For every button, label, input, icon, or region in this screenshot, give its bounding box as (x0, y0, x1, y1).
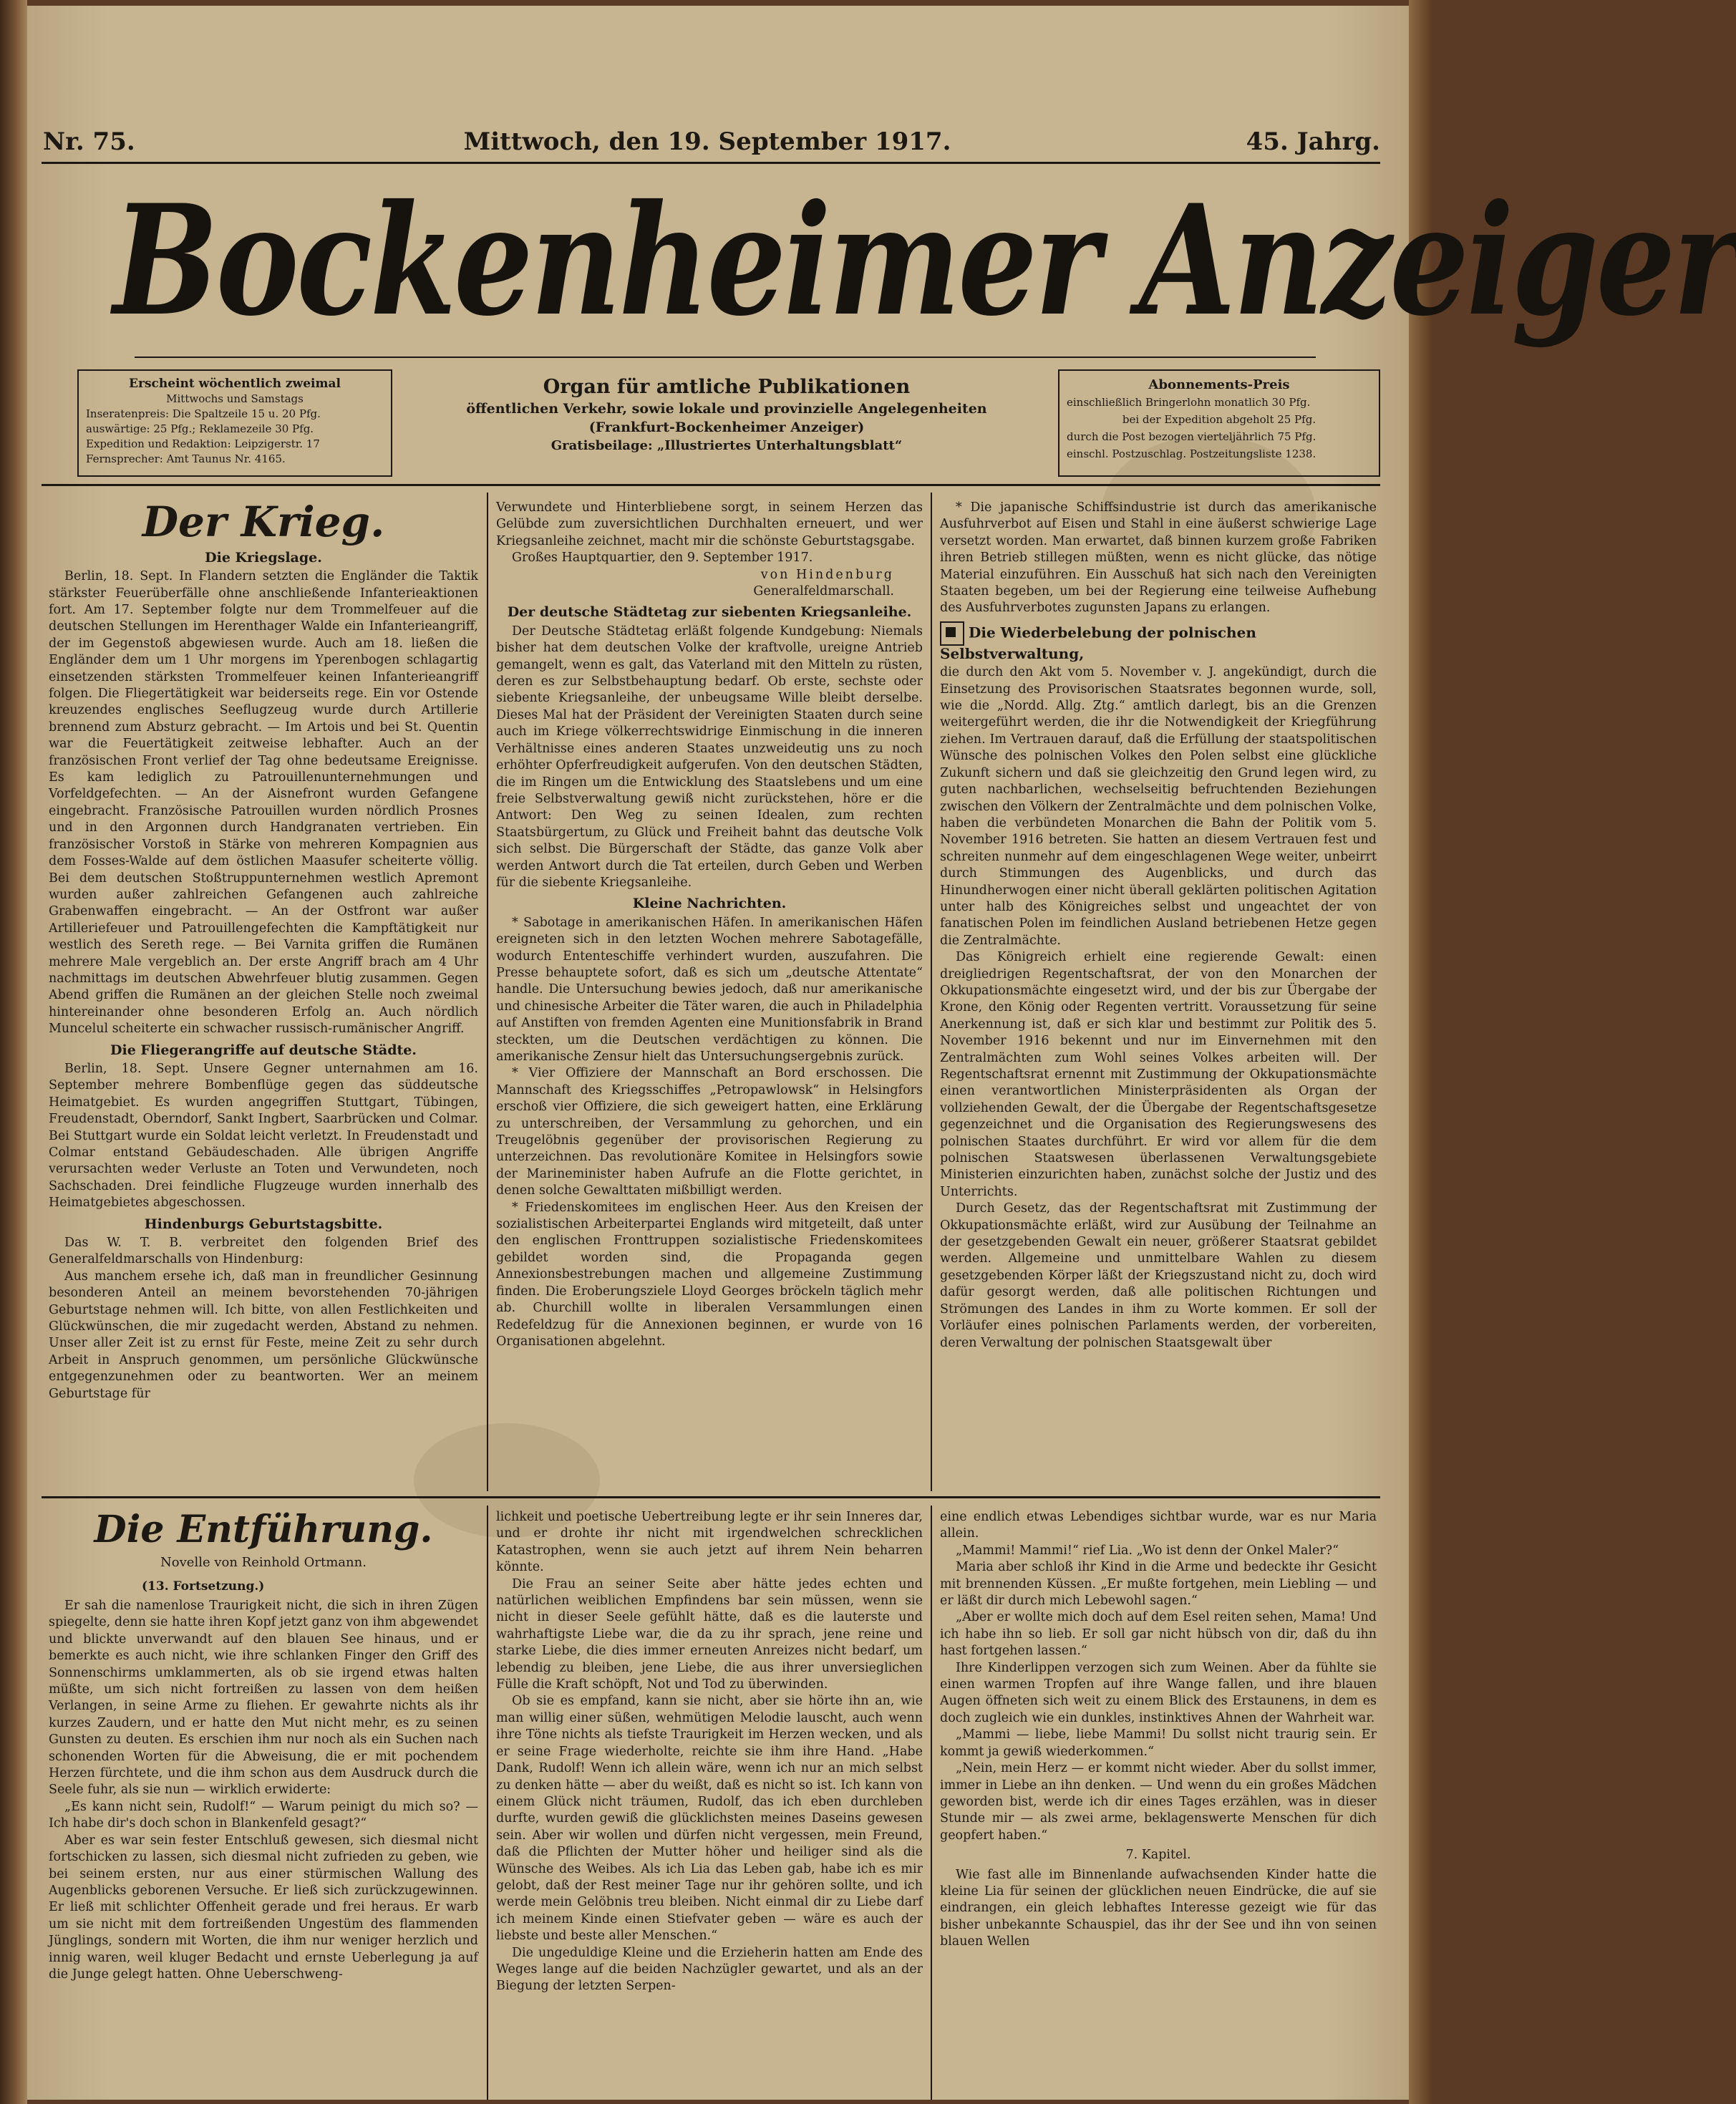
war-report-title: Der Krieg. (142, 498, 385, 546)
free-supplement: Gratisbeilage: „Illustriertes Unterhaltungsblatt“ (551, 438, 903, 453)
novel-text-5: Die Frau an seiner Seite aber hätte jedes echten und natürlichen weiblichen Empfindens bar sein müssen, wenn sie nicht in dieser Seele gefühlt hätte, daß es die lauterste und wahrhaftigste Liebe war, die da zu ihr sprach, jene reine und starke Liebe, die dies immer erneuten Anreizes nicht bedarf, um lebendig zu bleiben, jene Liebe, die aus ihrer unversieglichen Fülle die Kraft schöpft, Not und Tod zu überwinden. (496, 1576, 923, 1692)
section-rule (42, 484, 1380, 486)
poland-text-1: die durch den Akt vom 5. November v. J. angekündigt, durch die Einsetzung des Provisorischen Staatsrates begonnen wurde, soll, wie die „Nordd. Allg. Ztg.“ amtlich darlegt, bis an die Grenzen weitergeführt werden, die ihr die Notwendigkeit der Kriegführung ziehen. Im Vertrauen darauf, daß die Erfüllung der staatspolitischen Wünsche des polnischen Volkes den Polen selbst eine glückliche Zukunft sichern und daß sie gleichzeitig den Grund legen wird, zu guten nachbarlichen, wechselseitig befruchtenden Beziehungen zwischen den Völkern der Zentralmächte und dem polnischen Volke, haben die verbündeten Monarchen die Bahn der Politik vom 5. November 1916 betreten. Sie hatten an diesem Vertrauen fest und schreiten nunmehr auf dem eingeschlagenen Wege weiter, unbeirrt durch Stimmungen des Augenblicks, und durch das Hinundherwogen einer nicht überall geklärten politischen Agitation unter halb des Königreiches selbst und ungeachtet der von fanatischen Polen im feindlichen Ausland betriebenen Hetze gegen die Zentralmächte. (940, 665, 1377, 948)
subscription-postal: einschl. Postzuschlag. Postzeitungsliste 1238. (1067, 447, 1316, 460)
masthead-underline (135, 357, 1316, 358)
novel-title: Die Entführung. (94, 1508, 433, 1551)
news-sabotage: * Sabotage in amerikanischen Häfen. In amerikanischen Häfen ereigneten sich in den letzten Wochen mehrere Sabotagefälle, wodurch Ententeschiffe verhindert wurden, auszufahren. Die Presse behauptete sofort, daß es sich um „deutsche Attentate“ handle. Die Untersuchung bewies jedoch, daß nur amerikanische und chinesische Arbeiter die Täter waren, die auch in Philadelphia auf Anstiften von fremden Agenten eine Munitionsfabrik in Brand steckten, um die Deutschen verdächtigen zu können. Die amerikanische Zensur hielt das Untersuchungsergebnis zurück. (496, 915, 923, 1064)
news-column (496, 500, 923, 1491)
poland-text-3: Durch Gesetz, das der Regentschaftsrat mit Zustimmung der Okkupationsmächte erläßt, wird zur Ausübung der Teilnahme an der gesetzgebenden Gewalt ein neuer, größerer Staatsrat gebildet werden. Allgemeine und unmittelbare Wahlen zu diesem gesetzgebenden Körper läßt der Kriegszustand nicht zu, doch wird dafür gesorgt werden, daß alle politischen Richtungen und Strömungen des Landes in ihm zu Worte kommen. Er soll der Vorläufer eines polnischen Parlaments werden, der vorbereiten, deren Verwaltung der polnischen Staatsgewalt über (940, 1201, 1377, 1350)
subscription-title: Abonnements-Preis (1148, 377, 1290, 392)
novel-text-11: „Aber er wollte mich doch auf dem Esel reiten sehen, Mama! Und ich habe ihn so lieb. Er soll gar nicht hübsch von dir, daß du ihn hast fortgehen lassen.“ (940, 1610, 1377, 1659)
masthead-title: Bockenheimer Anzeiger (113, 171, 1736, 349)
headquarters-dateline: Großes Hauptquartier, den 9. September 1917. (512, 551, 813, 566)
feuilleton-rule (42, 1496, 1380, 1498)
novel-column-3 (940, 1509, 1377, 2100)
novel-text-3: Aber es war sein fester Entschluß gewesen, sich diesmal nicht fortschicken zu lassen, sich diesmal nicht zufrieden zu geben, wie bei seinem ersten, nur aus einer stürmischen Wallung des Augenblicks geborenen Versuche. Er ließ sich zurückzugewinnen. Er ließ mit schlichter Offenheit gerade und frei heraus. Er warb um sie nicht mit dem fortreißenden Ungestüm des flammenden Jünglings, sondern mit Worten, die ihm nur weniger herzlich und innig waren, weil kluger Bedacht und ernste Ueberlegung ja auf die Junge gelegt hatten. Ohne Ueberschweng- (49, 1833, 478, 1982)
issue-date: Mittwoch, den 19. September 1917. (463, 127, 951, 156)
hindenburg-heading: Hindenburgs Geburtstagsbitte. (144, 1216, 383, 1232)
ad-price: Inseratenpreis: Die Spaltzeile 15 u. 20 Pfg. (86, 407, 321, 420)
staedtetag-heading: Der deutsche Städtetag zur siebenten Kriegsanleihe. (507, 604, 912, 621)
book-binding (0, 0, 27, 2104)
hindenburg-rank: Generalfeldmarschall. (753, 584, 894, 599)
hindenburg-letter: Aus manchem ersehe ich, daß man in freundlicher Gesinnung besonderen Anteil an meinem bevorstehenden 70-jährigen Geburtstage nehmen will. Ich bitte, von allen Festlichkeiten und Glückwünschen, die mir zugedacht werden, Abstand zu nehmen. Unser aller Zeit ist zu ernst für Feste, meine Zeit zu sehr durch Arbeit in Anspruch genommen, um persönliche Glückwünsche entgegenzunehmen oder zu beantworten. Wer an meinem Geburtstage für (49, 1269, 478, 1401)
novel-byline: Novelle von Reinhold Ortmann. (160, 1555, 367, 1571)
novel-text-9: „Mammi! Mammi!“ rief Lia. „Wo ist denn der Onkel Maler?“ (956, 1543, 1339, 1558)
header-rule (42, 162, 1380, 164)
organ-title: Organ für amtliche Publikationen (543, 376, 911, 398)
staedtetag-text: Der Deutsche Städtetag erläßt folgende Kundgebung: Niemals bisher hat dem deutschen Volke der kraftvolle, ureigne Antrieb gemangelt, wenn es galt, das Vaterland mit den Mitteln zu rüsten, deren es zur Selbstbehauptung bedarf. Ob erste, sechste oder siebente Kriegsanleihe, der unbeugsame Wille bleibt derselbe. Dieses Mal hat der Präsident der Vereinigten Staaten durch seine auch im Kriege völkerrechtswidrige Einmischung in die inneren Verhältnisse eines anderen Staates unzweideutig uns zu noch erhöhter Opferfreudigkeit aufgerufen. Von den deutschen Städten, die im Ringen um die Entwicklung des Staatslebens und um eine freie Selbstverwaltung gewiß nicht zurückstehen, höre er die Antwort: Den Weg zu seinen Idealen, zum rechten Staatsbürgertum, zu Glück und Freiheit bahnt das deutsche Volk sich selbst. Die Bürgerschaft der Städte, das ganze Volk aber werden Antwort durch die Tat erteilen, durch Geben und Werben für die siebente Kriegsanleihe. (496, 624, 923, 890)
editorial-address: Expedition und Redaktion: Leipzigerstr. 17 (86, 437, 320, 450)
publication-frequency: Erscheint wöchentlich zweimal (129, 377, 341, 391)
publication-info-box (77, 369, 392, 477)
organ-subtitle: (Frankfurt-Bockenheimer Anzeiger) (588, 420, 865, 435)
novel-text-1: Er sah die namenlose Traurigkeit nicht, die sich in ihren Zügen spiegelte, denn sie hatte ihren Kopf jetzt ganz von ihm abgewendet und blickte unverwandt auf den blauen See hinaus, und er bemerkte es auch nicht, wie ihre schlanken Finger den Griff des Sonnenschirms umklammerten, als ob sie irgend etwas halten müßte, um sich nicht fortreißen zu lassen von dem heißen Verlangen, in seine Arme zu fliehen. Er gewahrte nichts als ihr kurzes Zaudern, und er hatte den Mut nicht mehr, es zu seinen Gunsten zu deuten. Es erschien ihm nur noch als ein Suchen nach schonenden Worten für die Abweisung, die er mit pochendem Herzen fürchtete, und die ihm schon aus dem Ausdruck durch die Seele fuhr, als sie nun — wirklich erwiderte: (49, 1599, 478, 1798)
politics-column (940, 500, 1377, 1491)
small-news-heading: Kleine Nachrichten. (632, 896, 787, 912)
novel-text-6: Ob sie es empfand, kann sie nicht, aber sie hörte ihn an, wie man willig einer süßen, wehmütigen Melodie lauscht, auch wenn ihre Töne nichts als tiefste Traurigkeit im Herzen wecken, und als er seine Frage wiederholte, reichte sie ihm ihre Hand. „Habe Dank, Rudolf! Wenn ich allein wäre, wenn ich nur an mich selbst zu denken hätte — aber du weißt, daß es nicht so ist. Ich kann von einem Glück nicht träumen, Rudolf, das ich eben durchleben durfte, wurden gewiß die glücklichsten meines Daseins gewesen sein. Aber wir wollen und dürfen nicht vergessen, mein Freund, daß die Pflichten der Mutter höher und heiliger sind als die Wünsche des Weibes. Als ich Lia das Leben gab, habe ich es mir gelobt, daß der Rest meiner Tage nur ihr gehören sollte, und ich werde mein Gelöbnis treu bleiben. Nicht einmal dir zu Liebe darf ich meinem Kinde einen Stiefvater geben — wäre es auch der liebste und beste aller Menschen.“ (496, 1694, 923, 1944)
war-situation-text: Berlin, 18. Sept. In Flandern setzten die Engländer die Taktik stärkster Feuerüberfälle ohne anschließende Infanterieaktionen fort. Am 17. September folgte nur dem Trommelfeuer auf die deutschen Stellungen im Herenthager Walde ein Infanterieangriff, der im Gegenstoß abgewiesen wurde. Auch am 18. ließen die Engländer dem um 1 Uhr morgens im Yperenbogen schlagartig einsetzenden stärksten Trommelfeuer keinen Infanterieangriff folgen. Die Fliegertätigkeit war beiderseits rege. Ein vor Ostende kreuzendes englisches Seeflugzeug wurde durch Artillerie brennend zum Absturz gebracht. — Im Artois und bei St. Quentin war die Feuertätigkeit zeitweise lebhafter. Auch an der französischen Front verlief der Tag ohne bedeutsame Ereignisse. Es kam lediglich zu Patrouillenunternehmungen und Vorfeldgefechten. — An der Aisnefront wurden Gefangene eingebracht. Französische Patrouillen wurden nördlich Prosnes und in den Argonnen durch Handgranaten vertrieben. Ein französischer Vorstoß in Stärke von mehreren Kompagnien aus dem Fosses-Walde auf dem östlichen Maasufer scheiterte völlig. Bei dem deutschen Stoßtruppunternehmen westlich Apremont wurden außer zahlreichen Gefangenen auch zahlreiche Grabenwaffen eingebracht. — An der Ostfront war außer Artilleriefeuer und Patrouillengefechten die Kampftätigkeit nur westlich des Sereth rege. — Bei Varnita griffen die Rumänen mehrere Male vergeblich an. Der erste Angriff brach am 4 Uhr nachmittags im deutschen Abwehrfeuer blutig zusammen. Gegen Abend griffen die Rumänen an der gleichen Stelle noch zweimal hintereinander ohne besonderen Erfolg an. Auch nördlich Muncelul scheiterte ein schwacher russisch-rumänischer Angriff. (49, 569, 478, 1037)
hindenburg-letter-end: Verwundete und Hinterbliebene sorgt, in seinem Herzen das Gelübde zum zuversichtlichen Durchhalten erneuert, und wer Kriegsanleihe zeichnet, macht mir die schönste Geburtstagsgabe. (496, 500, 923, 548)
novel-text-12: Ihre Kinderlippen verzogen sich zum Weinen. Aber da fühlte sie einen warmen Tropfen auf ihre Wange fallen, und ihre blauen Augen öffneten sich weit zu einem Blick des Erstaunens, in dem es doch zugleich wie ein dunkles, instinktives Ahnen der Wahrheit war. (940, 1660, 1377, 1725)
novel-text-2: „Es kann nicht sein, Rudolf!“ — Warum peinigt du mich so? — Ich habe dir's doch schon in Blankenfeld gesagt?“ (49, 1799, 478, 1831)
novel-column-1 (49, 1509, 478, 2100)
ornament-icon (940, 621, 964, 646)
novel-text-4: lichkeit und poetische Uebertreibung legte er ihr sein Inneres dar, und er drohte ihr nicht mit irgendwelchen schrecklichen Katastrophen, wenn sie auch jetzt auf ihrem Nein beharren könnte. (496, 1510, 923, 1575)
hindenburg-intro: Das W. T. B. verbreitet den folgenden Brief des Generalfeldmarschalls von Hindenburg: (49, 1236, 478, 1267)
war-situation-heading: Die Kriegslage. (205, 549, 322, 566)
poland-text-2: Das Königreich erhielt eine regierende Gewalt: einen dreigliedrigen Regentschaftsrat, der von den Monarchen der Okkupationsmächte eingesetzt wird, und der bis zur Übergabe der Krone, den König oder Regenten vertritt. Voraussetzung für seine Anerkennung ist, daß er sich klar und bestimmt zur Politik des 5. November 1916 bekennt und nur im Einvernehmen mit den Zentralmächten zum Wohl seines Volkes arbeiten will. Der Regentschaftsrat ernennt mit Zustimmung der Okkupationsmächte einen verantwortlichen Ministerpräsidenten als Organ der vollziehenden Gewalt, der die Übergabe der Regentschaftsgesetze gegenzeichnet und die Organisation des Regierungswesens des polnischen Staates durchführt. Er wird vor allem für die dem polnischen Staatswesen überlassenen Verwaltungsgebiete Ministerien einzurichten haben, zunächst solche der Justiz und des Unterrichts. (940, 950, 1377, 1199)
hindenburg-signature: von Hindenburg (760, 567, 894, 582)
novel-text-7: Die ungeduldige Kleine und die Erzieherin hatten am Ende des Weges lange auf die beiden Nachzügler gewartet, und als an der Biegung der letzten Serpen- (496, 1945, 923, 1994)
war-report-column (49, 500, 478, 1491)
telephone: Fernsprecher: Amt Taunus Nr. 4165. (86, 452, 286, 465)
subscription-pickup: bei der Expedition abgeholt 25 Pfg. (1122, 413, 1316, 426)
air-raids-heading: Die Fliegerangriffe auf deutsche Städte. (110, 1042, 417, 1058)
news-peace-committees: * Friedenskomitees im englischen Heer. Aus den Kreisen der sozialistischen Arbeiterpartei Englands wird mitgeteilt, daß unter den englischen Fronttruppen sozialistische Friedenskomitees gebildet worden sind, die Propaganda gegen Annexionsbestrebungen machen und allgemeine Zustimmung finden. Die Eroberungsziele Lloyd Georges bröckeln täglich mehr ab. Churchill wollte in liberalen Versammlungen einen Redefeldzug für die Annexionen beginnen, er wurde von 16 Organisationen abgelehnt. (496, 1200, 923, 1349)
volume-number: 45. Jahrg. (1246, 127, 1380, 156)
chapter-heading: 7. Kapitel. (1125, 1848, 1191, 1863)
subscription-box (1058, 369, 1380, 477)
air-raids-text: Berlin, 18. Sept. Unsere Gegner unternahmen am 16. September mehrere Bombenflüge gegen das süddeutsche Heimatgebiet. Es wurden angegriffen Stuttgart, Tübingen, Freudenstadt, Oberndorf, Sankt Ingbert, Saarbrücken und Colmar. Bei Stuttgart wurde ein Soldat leicht verletzt. In Freudenstadt und Colmar entstand Gebäudeschaden. Alle übrigen Angriffe verursachten weder Verluste an Toten und Verwundeten, noch Sachschaden. Drei feindliche Flugzeuge wurden innerhalb des Heimatgebietes abgeschossen. (49, 1061, 478, 1211)
novel-text-14: „Nein, mein Herz — er kommt nicht wieder. Aber du sollst immer, immer in Liebe an ihn denken. — Und wenn du ein großes Mädchen geworden bist, werde ich dir eines Tages erzählen, was in dieser Stunde mir — als zwei arme, beklagenswerte Menschen für dich geopfert haben.“ (940, 1761, 1377, 1843)
novel-text-8: eine endlich etwas Lebendiges sichtbar wurde, war es nur Maria allein. (940, 1510, 1377, 1541)
organ-scope: öffentlichen Verkehr, sowie lokale und provinzielle Angelegenheiten (466, 401, 987, 417)
ad-price-external: auswärtige: 25 Pfg.; Reklamezeile 30 Pfg. (86, 422, 314, 435)
subscription-post: durch die Post bezogen vierteljährlich 75 Pfg. (1067, 430, 1316, 443)
novel-text-15: Wie fast alle im Binnenlande aufwachsenden Kinder hatte die kleine Lia für seinen der glücklichen neuen Eindrücke, die auf sie eindrangen, ein gleich lebhaftes Interesse gezeigt wie für das bisher unbekannte Schauspiel, das ihr der See und ihn von seinen blauen Wellen (940, 1867, 1377, 1949)
novel-text-13: „Mammi — liebe, liebe Mammi! Du sollst nicht traurig sein. Er kommt ja gewiß wiederkommen.“ (940, 1727, 1377, 1759)
column-divider (487, 493, 488, 1491)
novel-continuation: (13. Fortsetzung.) (142, 1579, 265, 1594)
column-divider (487, 1506, 488, 2100)
newspaper-page (27, 6, 1736, 2100)
subscription-monthly: einschließlich Bringerlohn monatlich 30 Pfg. (1067, 396, 1311, 409)
column-divider (931, 1506, 932, 2100)
publication-days: Mittwochs und Samstags (166, 392, 304, 405)
news-officers: * Vier Offiziere der Mannschaft an Bord erschossen. Die Mannschaft des Kriegsschiffes „Petropawlowsk“ in Helsingfors erschoß vier Offiziere, die sich geweigert hatten, eine Erklärung zu unterschreiben, der Versammlung zu gehorchen, und ein Treugelöbnis gegenüber der provisorischen Regierung zu unterzeichnen. Das revolutionäre Komitee in Helsingfors sowie der Marineminister haben Aufrufe an die Flotte gerichtet, in denen solche Gewalttaten mißbilligt werden. (496, 1066, 923, 1198)
issue-number: Nr. 75. (43, 127, 135, 156)
news-japan-shipping: * Die japanische Schiffsindustrie ist durch das amerikanische Ausfuhrverbot auf Eisen und Stahl in eine äußerst schwierige Lage versetzt worden. Man erwartet, daß binnen kurzem große Fabriken ihren Betrieb stillegen müßten, wenn es nicht glücke, das nötige Material einzuführen. Ein Ausschuß hat sich nach den Vereinigten Staaten begeben, um bei der Regierung eine teilweise Aufhebung des Ausfuhrverbotes zugunsten Japans zu erlangen. (940, 500, 1377, 616)
organ-info-box (401, 369, 1052, 477)
novel-column-2 (496, 1509, 923, 2100)
novel-text-10: Maria aber schloß ihr Kind in die Arme und bedeckte ihr Gesicht mit brennenden Küssen. „Er mußte fortgehen, mein Liebling — und er läßt dir durch mich Lebewohl sagen.“ (940, 1560, 1377, 1609)
poland-heading: Die Wiederbelebung der polnischen Selbstverwaltung, (940, 621, 1377, 662)
column-divider (931, 493, 932, 1491)
